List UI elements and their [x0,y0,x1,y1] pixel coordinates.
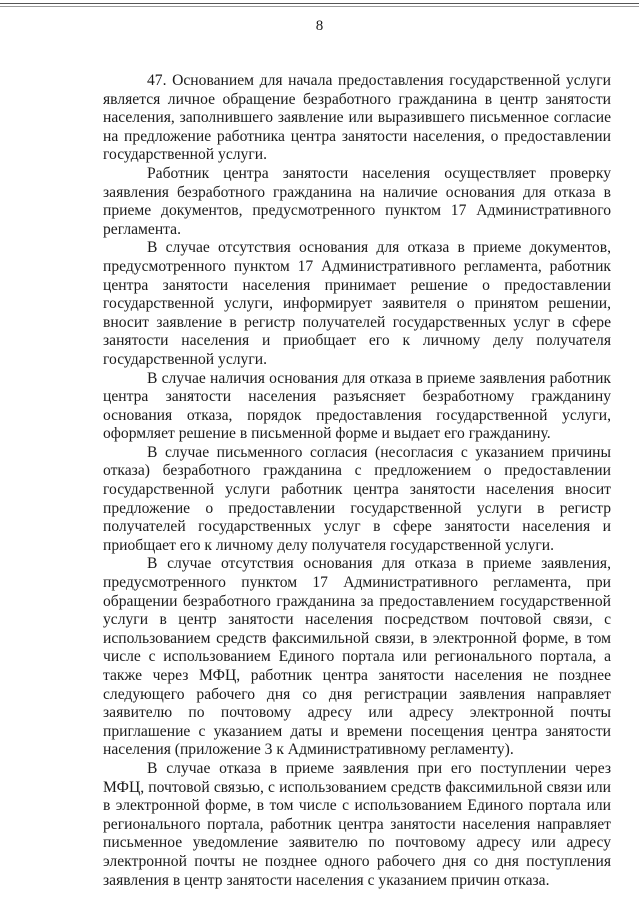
scan-top-edge-line-secondary [0,6,639,7]
paragraph-remote-refusal: В случае отказа в приеме заявления при его поступлении через МФЦ, почтовой связью, с использованием средств факсимильной связи или в электронной форме, в том числе с использованием Единого портала или регионального портала, работник центра занятости населения направляет письменное уведомление заявителю по почтовому адресу или адресу электронной почты не позднее одного рабочего дня со дня поступления заявления в центр занятости населения с указанием причин отказа. [103,759,611,889]
document-body [103,72,611,890]
paragraph-refusal-grounds: В случае наличия основания для отказа в приеме заявления работник центра занятости населения разъясняет безработному гражданину основания отказа, порядок предоставления государственной услуги, оформляет решение в письменной форме и выдает его гражданину. [103,369,611,443]
paragraph-no-refusal-grounds: В случае отсутствия основания для отказа в приеме документов, предусмотренного пунктом 17 Административного регламента, работник центра занятости населения принимает решение о предоставлении государственной услуги, информирует заявителя о принятом решении, вносит заявление в регистр получателей государственных услуг в сфере занятости населения и приобщает его к личному делу получателя государственной услуги. [103,239,611,368]
paragraph-written-consent: В случае письменного согласия (несогласия с указанием причины отказа) безработного гражданина с предложением о предоставлении государственной услуги работник центра занятости населения вносит предложение о предоставлении государственной услуги в регистр получателей государственных услуг в сфере занятости населения и приобщает его к личному делу получателя государственной услуги. [103,443,611,554]
page-number: 8 [315,18,324,34]
paragraph-application-check: Работник центра занятости населения осуществляет проверку заявления безработного гражданина на наличие основания для отказа в приеме документов, предусмотренного пунктом 17 Административного регламента. [103,164,611,238]
paragraph-remote-application: В случае отсутствия основания для отказа в приеме заявления, предусмотренного пунктом 17 Административного регламента, при обращении безработного гражданина за предоставлением государственной услуги в центр занятости населения посредством почтовой связи, с использованием средств факсимильной связи, в электронной форме, в том числе с использованием Единого портала или регионального портала, а также через МФЦ, работник центра занятости населения не позднее следующего рабочего дня со дня регистрации заявления направляет заявителю по почтовому адресу или адресу электронной почты приглашение с указанием даты и времени посещения центра занятости населения (приложение 3 к Административному регламенту). [103,555,611,759]
scan-top-edge-line [0,3,639,4]
paragraph-47-basis: 47. Основанием для начала предоставления государственной услуги является личное обращение безработного гражданина в центр занятости населения, заполнившего заявление или выразившего письменное согласие на предложение работника центра занятости населения, о предоставлении государственной услуги. [103,72,611,164]
